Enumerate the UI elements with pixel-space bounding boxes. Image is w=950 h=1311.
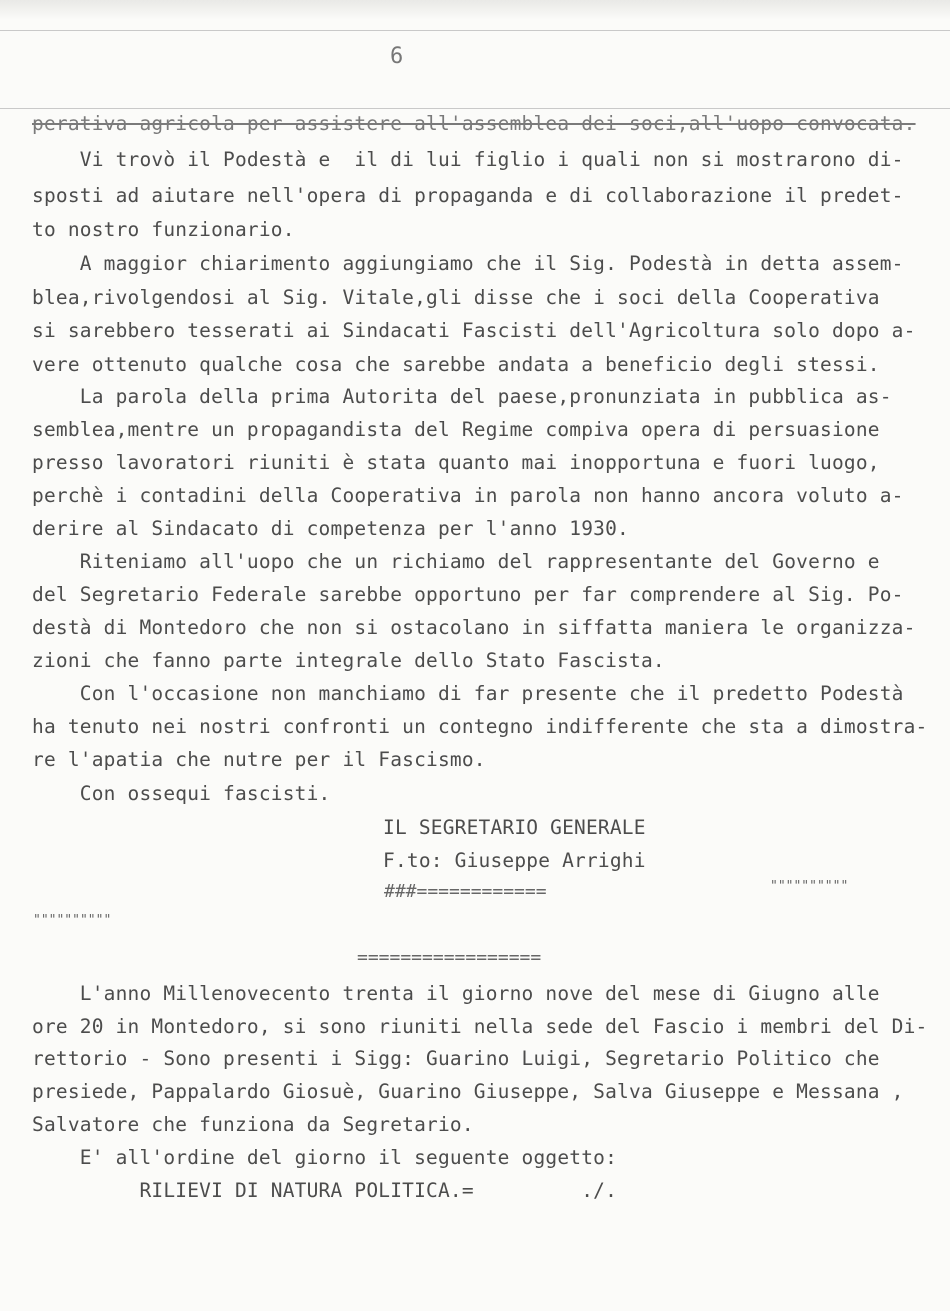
text-line-17: zioni che fanno parte integrale dello Stato Fascista.	[32, 649, 665, 672]
minutes-line-5: Salvatore che funziona da Segretario.	[32, 1113, 474, 1136]
text-line-16: destà di Montedoro che non si ostacolano in siffatta maniera le organizza-	[32, 616, 916, 639]
text-line-13: derire al Sindacato di competenza per l'anno 1930.	[32, 517, 629, 540]
text-line-7: si sarebbero tesserati ai Sindacati Fascisti dell'Agricoltura solo dopo a-	[32, 319, 916, 342]
separator-long: =================	[357, 947, 542, 968]
text-line-1: perativa agricola per assistere all'assemblea dei soci,all'uopo convocata.	[32, 112, 916, 135]
text-line-12: perchè i contadini della Cooperativa in parola non hanno ancora voluto a-	[32, 484, 904, 507]
signature-name: F.to: Giuseppe Arrighi	[383, 849, 646, 872]
minutes-line-4: presiede, Pappalardo Giosuè, Guarino Giuseppe, Salva Giuseppe e Messana ,	[32, 1080, 904, 1103]
page-number: 6	[390, 44, 404, 69]
minutes-line-3: rettorio - Sono presenti i Sigg: Guarino Luigi, Segretario Politico che	[32, 1047, 880, 1070]
separator-quotes-right: """"""""""	[770, 879, 849, 894]
signature-title: IL SEGRETARIO GENERALE	[383, 816, 646, 839]
text-line-6: blea,rivolgendosi al Sig. Vitale,gli disse che i soci della Cooperativa	[32, 286, 880, 309]
minutes-line-1: L'anno Millenovecento trenta il giorno nove del mese di Giugno alle	[32, 982, 880, 1005]
paper-rule	[0, 108, 950, 109]
text-line-4: to nostro funzionario.	[32, 218, 295, 241]
paper-rule	[0, 30, 950, 31]
separator-quotes-left: """"""""""	[33, 913, 112, 928]
scan-shadow	[0, 0, 950, 20]
separator-short: ###============	[384, 881, 547, 902]
text-line-8: vere ottenuto qualche cosa che sarebbe andata a beneficio degli stessi.	[32, 353, 880, 376]
minutes-line-6: E' all'ordine del giorno il seguente oggetto:	[32, 1146, 618, 1169]
minutes-line-7: RILIEVI DI NATURA POLITICA.= ./.	[32, 1179, 618, 1202]
text-line-5: A maggior chiarimento aggiungiamo che il Sig. Podestà in detta assem-	[32, 252, 904, 275]
text-line-21: Con ossequi fascisti.	[32, 782, 331, 805]
text-line-2: Vi trovò il Podestà e il di lui figlio i quali non si mostrarono di-	[32, 148, 904, 171]
text-line-10: semblea,mentre un propagandista del Regime compiva opera di persuasione	[32, 418, 880, 441]
text-line-11: presso lavoratori riuniti è stata quanto mai inopportuna e fuori luogo,	[32, 451, 880, 474]
minutes-line-2: ore 20 in Montedoro, si sono riuniti nella sede del Fascio i membri del Di-	[32, 1015, 928, 1038]
text-line-18: Con l'occasione non manchiamo di far presente che il predetto Podestà	[32, 682, 904, 705]
text-line-9: La parola della prima Autorita del paese,pronunziata in pubblica as-	[32, 385, 892, 408]
text-line-15: del Segretario Federale sarebbe opportuno per far comprendere al Sig. Po-	[32, 583, 904, 606]
text-line-20: re l'apatia che nutre per il Fascismo.	[32, 748, 486, 771]
text-line-14: Riteniamo all'uopo che un richiamo del rappresentante del Governo e	[32, 550, 880, 573]
text-line-19: ha tenuto nei nostri confronti un contegno indifferente che sta a dimostra-	[32, 715, 928, 738]
text-line-3: sposti ad aiutare nell'opera di propaganda e di collaborazione il predet-	[32, 184, 904, 207]
